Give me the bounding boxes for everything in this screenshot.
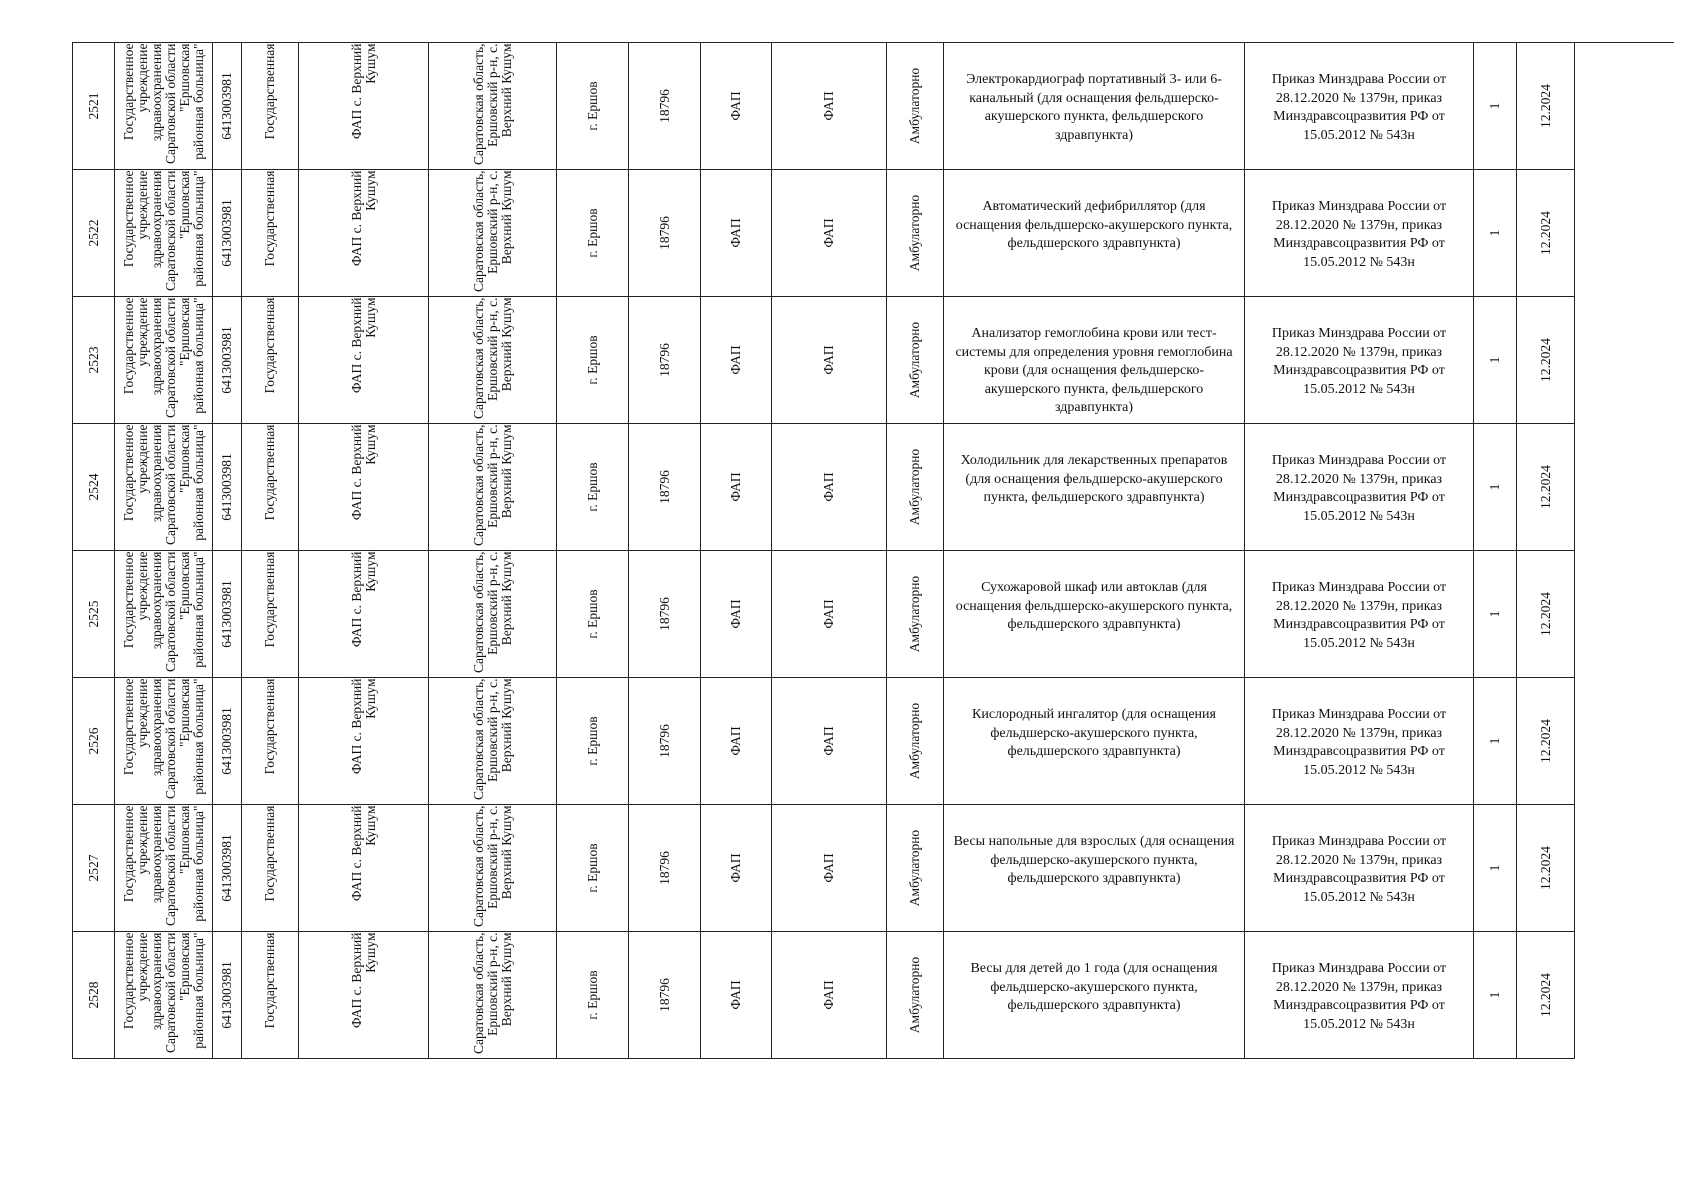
regulatory-order: Приказ Минздрава России от 28.12.2020 № 1379н, приказ Минздравсоцразвития РФ от 15.05.2012 № 543н — [1271, 961, 1447, 1032]
care-form: Амбулаторно — [907, 448, 922, 526]
cell-organization-name — [115, 551, 213, 678]
facility-address: Саратовская область, Ершовский р-н, с. Верхний Кушум — [470, 932, 514, 1055]
cell-facility-type — [701, 424, 772, 551]
delivery-date: 12.2024 — [1537, 592, 1553, 636]
city-name: г. Ершов — [584, 970, 600, 1020]
cell-population-value — [629, 678, 701, 805]
cell-population-value — [629, 805, 701, 932]
regulatory-order: Приказ Минздрава России от 28.12.2020 № 1379н, приказ Минздравсоцразвития РФ от 15.05.2012 № 543н — [1271, 72, 1447, 143]
cell-equipment-description — [944, 424, 1245, 551]
cell-ownership-form — [242, 678, 299, 805]
cell-ownership-form — [242, 932, 299, 1059]
cell-care-form — [887, 551, 944, 678]
quantity-value: 1 — [1487, 102, 1502, 110]
facility-type: ФАП — [728, 853, 743, 883]
facility-subtype: ФАП — [821, 980, 836, 1010]
cell-facility-type — [701, 805, 772, 932]
care-form: Амбулаторно — [907, 321, 922, 399]
cell-population-value — [629, 170, 701, 297]
cell-city-name — [557, 551, 629, 678]
cell-facility-subtype — [772, 551, 887, 678]
cell-facility-type — [701, 551, 772, 678]
cell-quantity-value — [1474, 551, 1517, 678]
city-name: г. Ершов — [584, 462, 600, 512]
organization-name: Государственное учреждение здравоохранения Саратовской области "Ершовская районная больница" — [120, 170, 206, 291]
cell-regulatory-order — [1245, 805, 1474, 932]
inn-code: 6413003981 — [219, 961, 234, 1029]
care-form: Амбулаторно — [907, 575, 922, 653]
population-value: 18796 — [656, 216, 672, 250]
cell-delivery-date — [1517, 170, 1575, 297]
ownership-form: Государственная — [262, 424, 277, 521]
regulatory-order: Приказ Минздрава России от 28.12.2020 № 1379н, приказ Минздравсоцразвития РФ от 15.05.2012 № 543н — [1271, 326, 1447, 397]
cell-city-name — [557, 297, 629, 424]
cell-facility-name — [299, 297, 429, 424]
ownership-form: Государственная — [262, 170, 277, 267]
cell-ownership-form — [242, 805, 299, 932]
cell-organization-name — [115, 805, 213, 932]
row-number: 2528 — [85, 981, 101, 1009]
ownership-form: Государственная — [262, 932, 277, 1029]
facility-type: ФАП — [728, 91, 743, 121]
row-number: 2521 — [85, 92, 101, 120]
cell-row-number — [73, 43, 115, 170]
cell-facility-name — [299, 424, 429, 551]
table-row — [73, 678, 1675, 805]
ownership-form: Государственная — [262, 297, 277, 394]
cell-delivery-date — [1517, 424, 1575, 551]
inn-code: 6413003981 — [219, 707, 234, 775]
cell-facility-subtype — [772, 43, 887, 170]
population-value: 18796 — [656, 470, 672, 504]
inn-code: 6413003981 — [219, 453, 234, 521]
cell-equipment-description — [944, 43, 1245, 170]
cell-population-value — [629, 932, 701, 1059]
facility-address: Саратовская область, Ершовский р-н, с. Верхний Кушум — [470, 170, 514, 293]
cell-facility-type — [701, 932, 772, 1059]
cell-regulatory-order — [1245, 424, 1474, 551]
city-name: г. Ершов — [584, 81, 600, 131]
cell-facility-name — [299, 170, 429, 297]
cell-city-name — [557, 424, 629, 551]
cell-equipment-description — [944, 678, 1245, 805]
cell-care-form — [887, 932, 944, 1059]
cell-quantity-value — [1474, 932, 1517, 1059]
table-row — [73, 170, 1675, 297]
cell-inn-code — [213, 424, 242, 551]
cell-quantity-value — [1474, 678, 1517, 805]
population-value: 18796 — [656, 597, 672, 631]
facility-name: ФАП с. Верхний Кушум — [348, 297, 378, 394]
cell-care-form — [887, 805, 944, 932]
cell-facility-address — [429, 932, 557, 1059]
cell-row-number — [73, 932, 115, 1059]
organization-name: Государственное учреждение здравоохранения Саратовской области "Ершовская районная больница" — [120, 43, 206, 164]
ownership-form: Государственная — [262, 551, 277, 648]
cell-city-name — [557, 43, 629, 170]
cell-organization-name — [115, 932, 213, 1059]
cell-care-form — [887, 297, 944, 424]
facility-type: ФАП — [728, 726, 743, 756]
care-form: Амбулаторно — [907, 702, 922, 780]
organization-name: Государственное учреждение здравоохранения Саратовской области "Ершовская районная больница" — [120, 678, 206, 799]
cell-delivery-date — [1517, 932, 1575, 1059]
quantity-value: 1 — [1487, 483, 1502, 491]
city-name: г. Ершов — [584, 589, 600, 639]
cell-organization-name — [115, 43, 213, 170]
equipment-description: Электрокардиограф портативный 3- или 6-канальный (для оснащения фельдшерско-акушерского пункта, фельдшерского здравпункта) — [966, 72, 1222, 143]
table-row — [73, 805, 1675, 932]
cell-facility-name — [299, 805, 429, 932]
population-value: 18796 — [656, 851, 672, 885]
facility-name: ФАП с. Верхний Кушум — [348, 424, 378, 521]
delivery-date: 12.2024 — [1537, 846, 1553, 890]
facility-name: ФАП с. Верхний Кушум — [348, 170, 378, 267]
table-row — [73, 551, 1675, 678]
facility-subtype: ФАП — [821, 853, 836, 883]
facility-name: ФАП с. Верхний Кушум — [348, 805, 378, 902]
row-number: 2524 — [85, 473, 101, 501]
row-number: 2525 — [85, 600, 101, 628]
cell-organization-name — [115, 424, 213, 551]
cell-facility-type — [701, 43, 772, 170]
ownership-form: Государственная — [262, 43, 277, 140]
delivery-date: 12.2024 — [1537, 211, 1553, 255]
cell-delivery-date — [1517, 678, 1575, 805]
facility-type: ФАП — [728, 218, 743, 248]
facility-type: ФАП — [728, 345, 743, 375]
cell-facility-address — [429, 805, 557, 932]
cell-facility-name — [299, 43, 429, 170]
regulatory-order: Приказ Минздрава России от 28.12.2020 № 1379н, приказ Минздравсоцразвития РФ от 15.05.2012 № 543н — [1271, 199, 1447, 270]
cell-ownership-form — [242, 551, 299, 678]
cell-facility-subtype — [772, 805, 887, 932]
city-name: г. Ершов — [584, 208, 600, 258]
ownership-form: Государственная — [262, 805, 277, 902]
facility-subtype: ФАП — [821, 472, 836, 502]
population-value: 18796 — [656, 343, 672, 377]
cell-ownership-form — [242, 43, 299, 170]
facility-type: ФАП — [728, 472, 743, 502]
quantity-value: 1 — [1487, 864, 1502, 872]
facility-address: Саратовская область, Ершовский р-н, с. Верхний Кушум — [470, 297, 514, 420]
cell-equipment-description — [944, 297, 1245, 424]
delivery-date: 12.2024 — [1537, 719, 1553, 763]
cell-care-form — [887, 424, 944, 551]
facility-address: Саратовская область, Ершовский р-н, с. Верхний Кушум — [470, 424, 514, 547]
cell-row-number — [73, 678, 115, 805]
care-form: Амбулаторно — [907, 194, 922, 272]
cell-regulatory-order — [1245, 170, 1474, 297]
table-row — [73, 43, 1675, 170]
cell-inn-code — [213, 551, 242, 678]
cell-row-number — [73, 805, 115, 932]
cell-regulatory-order — [1245, 551, 1474, 678]
quantity-value: 1 — [1487, 229, 1502, 237]
facility-type: ФАП — [728, 599, 743, 629]
cell-quantity-value — [1474, 424, 1517, 551]
regulatory-order: Приказ Минздрава России от 28.12.2020 № 1379н, приказ Минздравсоцразвития РФ от 15.05.2012 № 543н — [1271, 834, 1447, 905]
cell-inn-code — [213, 170, 242, 297]
row-number: 2526 — [85, 727, 101, 755]
facility-type: ФАП — [728, 980, 743, 1010]
cell-regulatory-order — [1245, 678, 1474, 805]
cell-facility-subtype — [772, 297, 887, 424]
inn-code: 6413003981 — [219, 580, 234, 648]
cell-city-name — [557, 805, 629, 932]
facility-name: ФАП с. Верхний Кушум — [348, 551, 378, 648]
cell-row-number — [73, 551, 115, 678]
row-number: 2523 — [85, 346, 101, 374]
cell-city-name — [557, 170, 629, 297]
cell-facility-type — [701, 297, 772, 424]
cell-facility-subtype — [772, 170, 887, 297]
ownership-form: Государственная — [262, 678, 277, 775]
cell-population-value — [629, 43, 701, 170]
facility-subtype: ФАП — [821, 218, 836, 248]
cell-equipment-description — [944, 551, 1245, 678]
cell-facility-address — [429, 297, 557, 424]
cell-facility-address — [429, 43, 557, 170]
city-name: г. Ершов — [584, 335, 600, 385]
cell-organization-name — [115, 297, 213, 424]
delivery-date: 12.2024 — [1537, 84, 1553, 128]
cell-ownership-form — [242, 170, 299, 297]
equipment-description: Холодильник для лекарственных препаратов (для оснащения фельдшерско-акушерского пункта, фельдшерского здравпункта) — [960, 453, 1228, 505]
inn-code: 6413003981 — [219, 72, 234, 140]
organization-name: Государственное учреждение здравоохранения Саратовской области "Ершовская районная больница" — [120, 932, 206, 1053]
facility-subtype: ФАП — [821, 345, 836, 375]
inn-code: 6413003981 — [219, 199, 234, 267]
quantity-value: 1 — [1487, 610, 1502, 618]
facility-address: Саратовская область, Ершовский р-н, с. Верхний Кушум — [470, 551, 514, 674]
cell-row-number — [73, 297, 115, 424]
cell-facility-subtype — [772, 678, 887, 805]
cell-inn-code — [213, 678, 242, 805]
cell-row-number — [73, 424, 115, 551]
cell-facility-subtype — [772, 424, 887, 551]
cell-organization-name — [115, 170, 213, 297]
cell-inn-code — [213, 297, 242, 424]
facility-name: ФАП с. Верхний Кушум — [348, 932, 378, 1029]
cell-delivery-date — [1517, 551, 1575, 678]
cell-inn-code — [213, 43, 242, 170]
cell-facility-address — [429, 678, 557, 805]
cell-organization-name — [115, 678, 213, 805]
facility-address: Саратовская область, Ершовский р-н, с. Верхний Кушум — [470, 678, 514, 801]
cell-city-name — [557, 932, 629, 1059]
delivery-date: 12.2024 — [1537, 338, 1553, 382]
cell-inn-code — [213, 805, 242, 932]
cell-regulatory-order — [1245, 932, 1474, 1059]
cell-facility-name — [299, 932, 429, 1059]
cell-equipment-description — [944, 932, 1245, 1059]
table-row — [73, 297, 1675, 424]
care-form: Амбулаторно — [907, 67, 922, 145]
equipment-description: Сухожаровой шкаф или автоклав (для оснащения фельдшерско-акушерского пункта, фельдшерского здравпункта) — [955, 580, 1233, 632]
delivery-date: 12.2024 — [1537, 465, 1553, 509]
equipment-description: Кислородный ингалятор (для оснащения фельдшерско-акушерского пункта, фельдшерского здравпункта) — [972, 707, 1216, 759]
cell-care-form — [887, 678, 944, 805]
facility-name: ФАП с. Верхний Кушум — [348, 678, 378, 775]
cell-quantity-value — [1474, 43, 1517, 170]
organization-name: Государственное учреждение здравоохранения Саратовской области "Ершовская районная больница" — [120, 424, 206, 545]
population-value: 18796 — [656, 724, 672, 758]
equipment-table — [72, 42, 1674, 1059]
facility-subtype: ФАП — [821, 599, 836, 629]
inn-code: 6413003981 — [219, 326, 234, 394]
cell-row-number — [73, 170, 115, 297]
cell-population-value — [629, 551, 701, 678]
cell-care-form — [887, 170, 944, 297]
cell-facility-address — [429, 551, 557, 678]
cell-facility-type — [701, 170, 772, 297]
equipment-description: Весы для детей до 1 года (для оснащения фельдшерско-акушерского пункта, фельдшерского здравпункта) — [970, 961, 1218, 1013]
quantity-value: 1 — [1487, 991, 1502, 999]
cell-quantity-value — [1474, 170, 1517, 297]
cell-facility-address — [429, 424, 557, 551]
organization-name: Государственное учреждение здравоохранения Саратовской области "Ершовская районная больница" — [120, 297, 206, 418]
regulatory-order: Приказ Минздрава России от 28.12.2020 № 1379н, приказ Минздравсоцразвития РФ от 15.05.2012 № 543н — [1271, 707, 1447, 778]
cell-ownership-form — [242, 297, 299, 424]
cell-delivery-date — [1517, 297, 1575, 424]
inn-code: 6413003981 — [219, 834, 234, 902]
equipment-description: Автоматический дефибриллятор (для оснащения фельдшерско-акушерского пункта, фельдшерского здравпункта) — [955, 199, 1233, 251]
organization-name: Государственное учреждение здравоохранения Саратовской области "Ершовская районная больница" — [120, 551, 206, 672]
cell-equipment-description — [944, 805, 1245, 932]
table-row — [73, 424, 1675, 551]
cell-facility-name — [299, 551, 429, 678]
quantity-value: 1 — [1487, 737, 1502, 745]
city-name: г. Ершов — [584, 716, 600, 766]
row-number: 2527 — [85, 854, 101, 882]
care-form: Амбулаторно — [907, 956, 922, 1034]
population-value: 18796 — [656, 978, 672, 1012]
cell-facility-type — [701, 678, 772, 805]
cell-equipment-description — [944, 170, 1245, 297]
cell-delivery-date — [1517, 805, 1575, 932]
population-value: 18796 — [656, 89, 672, 123]
facility-name: ФАП с. Верхний Кушум — [348, 43, 378, 140]
regulatory-order: Приказ Минздрава России от 28.12.2020 № 1379н, приказ Минздравсоцразвития РФ от 15.05.2012 № 543н — [1271, 580, 1447, 651]
city-name: г. Ершов — [584, 843, 600, 893]
organization-name: Государственное учреждение здравоохранения Саратовской области "Ершовская районная больница" — [120, 805, 206, 926]
cell-delivery-date — [1517, 43, 1575, 170]
cell-inn-code — [213, 932, 242, 1059]
cell-facility-subtype — [772, 932, 887, 1059]
cell-ownership-form — [242, 424, 299, 551]
equipment-description: Весы напольные для взрослых (для оснащения фельдшерско-акушерского пункта, фельдшерского здравпункта) — [953, 834, 1235, 886]
cell-care-form — [887, 43, 944, 170]
cell-population-value — [629, 424, 701, 551]
cell-city-name — [557, 678, 629, 805]
cell-quantity-value — [1474, 297, 1517, 424]
cell-quantity-value — [1474, 805, 1517, 932]
facility-subtype: ФАП — [821, 726, 836, 756]
cell-regulatory-order — [1245, 43, 1474, 170]
facility-subtype: ФАП — [821, 91, 836, 121]
cell-facility-name — [299, 678, 429, 805]
equipment-description: Анализатор гемоглобина крови или тест-системы для определения уровня гемоглобина крови (для оснащения фельдшерско-акушерского пункта, фельдшерского здравпункта) — [955, 326, 1233, 415]
regulatory-order: Приказ Минздрава России от 28.12.2020 № 1379н, приказ Минздравсоцразвития РФ от 15.05.2012 № 543н — [1271, 453, 1447, 524]
facility-address: Саратовская область, Ершовский р-н, с. Верхний Кушум — [470, 43, 514, 166]
facility-address: Саратовская область, Ершовский р-н, с. Верхний Кушум — [470, 805, 514, 928]
cell-regulatory-order — [1245, 297, 1474, 424]
cell-population-value — [629, 297, 701, 424]
care-form: Амбулаторно — [907, 829, 922, 907]
quantity-value: 1 — [1487, 356, 1502, 364]
row-number: 2522 — [85, 219, 101, 247]
delivery-date: 12.2024 — [1537, 973, 1553, 1017]
cell-facility-address — [429, 170, 557, 297]
table-row — [73, 932, 1675, 1059]
